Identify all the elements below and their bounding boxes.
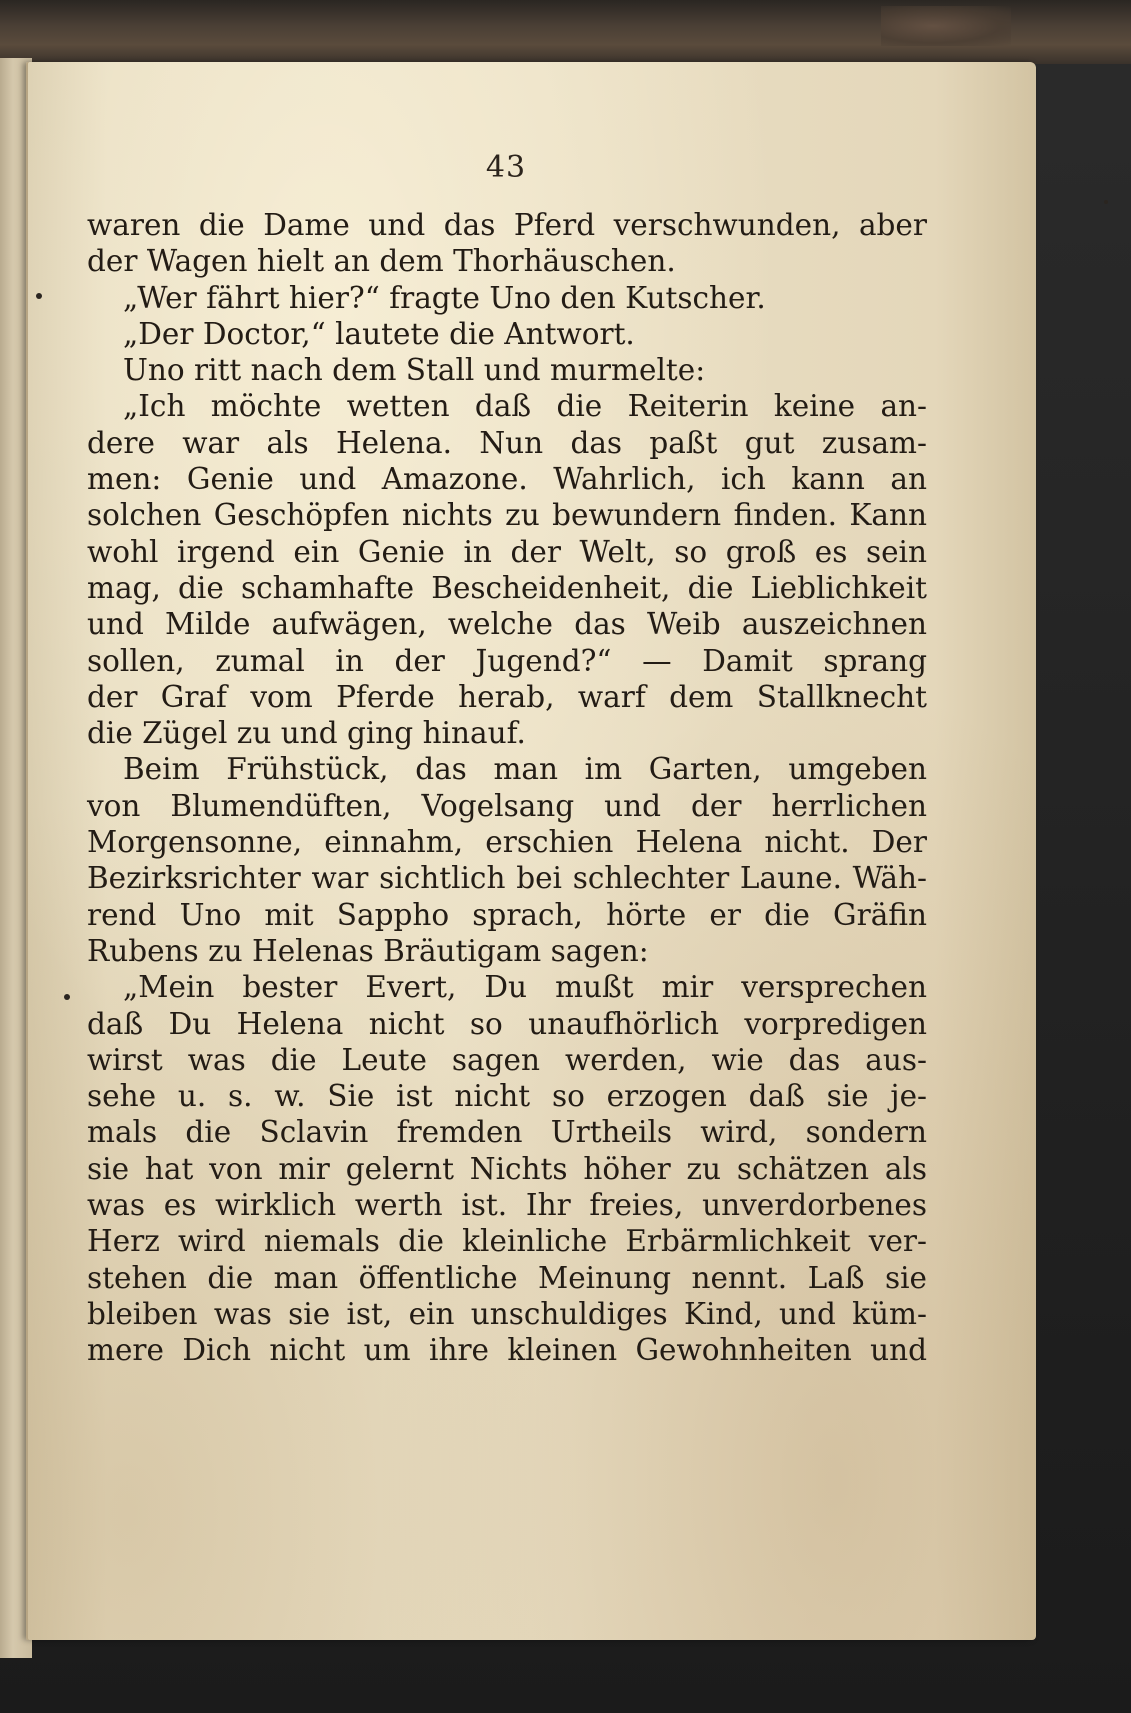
- text-line: Rubens zu Helenas Bräutigam sagen:: [87, 933, 649, 968]
- text-line: dere war als Helena. Nun das paßt gut zusam-: [87, 425, 927, 460]
- text-line: Uno ritt nach dem Stall und murmelte:: [123, 353, 706, 388]
- text-line: bleiben was sie ist, ein unschuldiges Kind, und küm-: [87, 1296, 927, 1331]
- text-line: von Blumendüften, Vogelsang und der herrlichen: [87, 788, 927, 823]
- text-line: solchen Geschöpfen nichts zu bewundern finden. Kann: [87, 498, 927, 533]
- book-page: [26, 62, 1036, 1640]
- text-line: sie hat von mir gelernt Nichts höher zu schätzen als: [87, 1151, 927, 1186]
- text-line: mag, die schamhafte Bescheidenheit, die Lieblichkeit: [87, 570, 927, 605]
- text-line: stehen die man öffentliche Meinung nennt. Laß sie: [87, 1260, 927, 1295]
- page-text: [87, 207, 927, 1369]
- ink-speck: [64, 994, 70, 1000]
- book-binding: [0, 0, 1131, 64]
- text-line: der Wagen hielt an dem Thorhäuschen.: [87, 244, 676, 279]
- ink-speck: [1104, 200, 1108, 204]
- text-line: mere Dich nicht um ihre kleinen Gewohnheiten und: [87, 1333, 927, 1368]
- text-line: die Zügel zu und ging hinauf.: [87, 716, 526, 751]
- text-line: was es wirklich werth ist. Ihr freies, unverdorbenes: [87, 1188, 927, 1223]
- text-line: Morgensonne, einnahm, erschien Helena nicht. Der: [87, 825, 927, 860]
- text-line: „Ich möchte wetten daß die Reiterin keine an-: [123, 389, 927, 424]
- text-line: Beim Frühstück, das man im Garten, umgeben: [123, 752, 927, 787]
- text-line: „Wer fährt hier?“ fragte Uno den Kutscher.: [123, 280, 766, 315]
- text-line: der Graf vom Pferde herab, warf dem Stallknecht: [87, 679, 927, 714]
- page-number: 43: [485, 150, 527, 185]
- text-line: rend Uno mit Sappho sprach, hörte er die Gräfin: [87, 897, 927, 932]
- text-line: daß Du Helena nicht so unaufhörlich vorpredigen: [87, 1006, 927, 1041]
- text-line: waren die Dame und das Pferd verschwunden, aber: [87, 208, 927, 242]
- text-line: sollen, zumal in der Jugend?“ — Damit sprang: [87, 643, 927, 678]
- text-line: wirst was die Leute sagen werden, wie das aus-: [87, 1042, 927, 1077]
- text-line: „Mein bester Evert, Du mußt mir versprechen: [123, 970, 927, 1005]
- ink-speck: [36, 293, 42, 299]
- text-line: men: Genie und Amazone. Wahrlich, ich kann an: [87, 462, 927, 497]
- text-line: wohl irgend ein Genie in der Welt, so groß es sein: [87, 534, 927, 569]
- text-line: „Der Doctor,“ lautete die Antwort.: [123, 316, 635, 351]
- text-line: mals die Sclavin fremden Urtheils wird, sondern: [87, 1115, 927, 1150]
- text-line: Herz wird niemals die kleinliche Erbärmlichkeit ver-: [87, 1224, 927, 1259]
- text-line: sehe u. s. w. Sie ist nicht so erzogen daß sie je-: [87, 1079, 927, 1114]
- text-line: Bezirksrichter war sichtlich bei schlechter Laune. Wäh-: [87, 861, 927, 896]
- text-line: und Milde aufwägen, welche das Weib auszeichnen: [87, 607, 927, 642]
